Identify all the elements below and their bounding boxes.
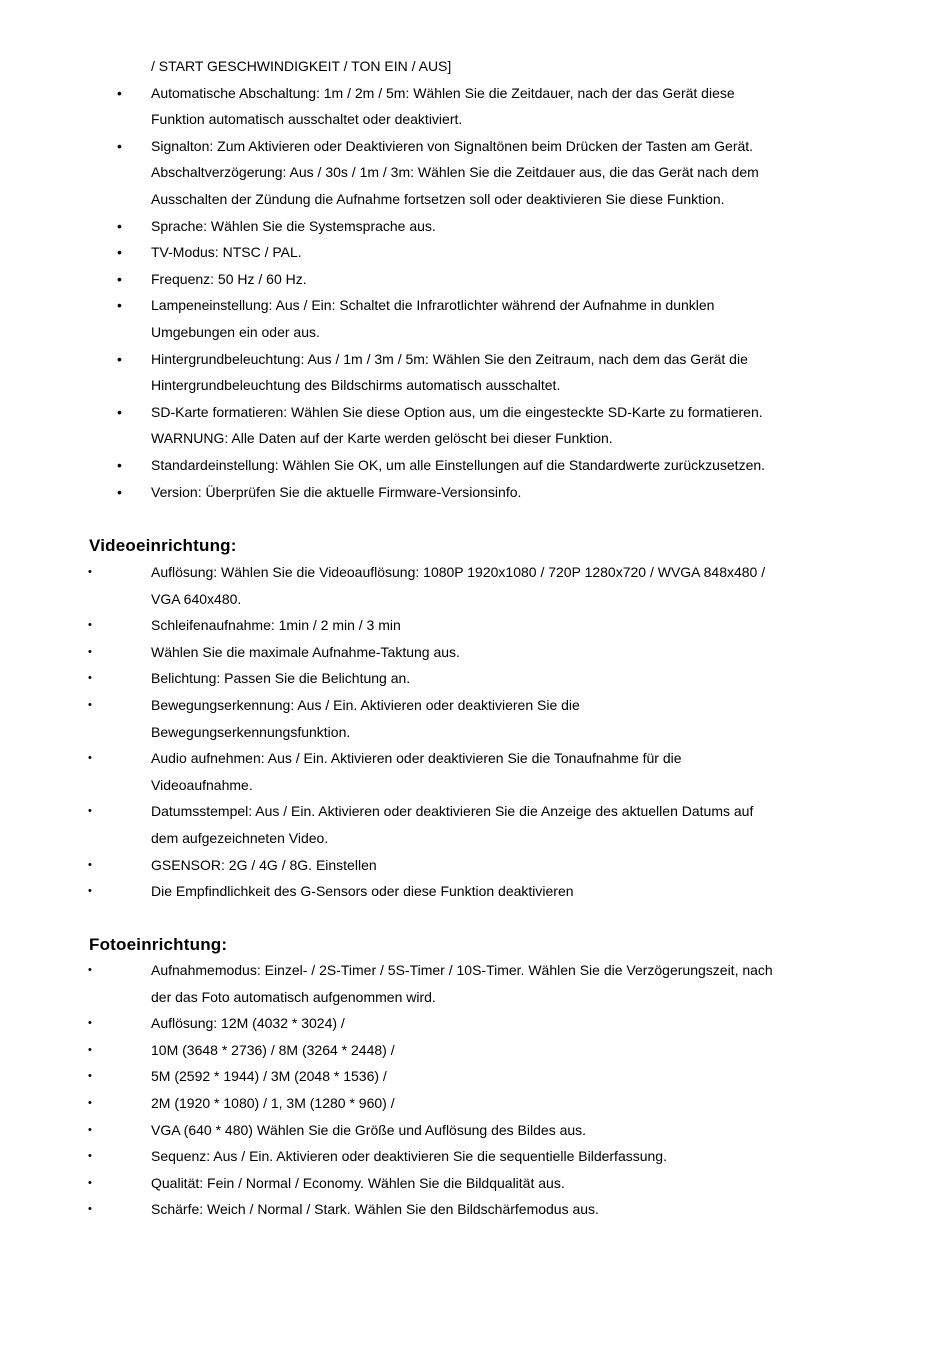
- list-item-text: Hintergrundbeleuchtung des Bildschirms automatisch ausschaltet.: [151, 377, 561, 394]
- photo-section-heading: Fotoeinrichtung:: [89, 935, 228, 954]
- bullet-icon: •: [88, 672, 92, 685]
- bullet-icon: •: [88, 752, 92, 765]
- list-item-text: Hintergrundbeleuchtung: Aus / 1m / 3m / 5m: Wählen Sie den Zeitraum, nach dem das Gerät die: [151, 350, 748, 367]
- list-item-text: Funktion automatisch ausschaltet oder deaktiviert.: [151, 111, 463, 128]
- list-item-text: Schleifenaufnahme: 1min / 2 min / 3 min: [151, 617, 401, 634]
- bullet-icon: •: [117, 84, 122, 101]
- bullet-icon: •: [88, 858, 92, 871]
- list-item-text: Schärfe: Weich / Normal / Stark. Wählen Sie den Bildschärfemodus aus.: [151, 1201, 599, 1218]
- bullet-icon: •: [88, 1017, 92, 1030]
- list-item-text: SD-Karte formatieren: Wählen Sie diese Option aus, um die eingesteckte SD-Karte zu formatieren.: [151, 403, 763, 420]
- list-item-text: Version: Überprüfen Sie die aktuelle Firmware-Versionsinfo.: [151, 483, 522, 500]
- list-item-text: Audio aufnehmen: Aus / Ein. Aktivieren oder deaktivieren Sie die Tonaufnahme für die: [151, 750, 682, 767]
- list-item-text: Signalton: Zum Aktivieren oder Deaktivieren von Signaltönen beim Drücken der Tasten am Gerät.: [151, 137, 754, 154]
- bullet-icon: •: [88, 1176, 92, 1189]
- bullet-icon: •: [88, 1150, 92, 1163]
- list-item-text: Bewegungserkennung: Aus / Ein. Aktivieren oder deaktivieren Sie die: [151, 697, 580, 713]
- bullet-icon: •: [88, 964, 92, 976]
- bullet-icon: •: [117, 457, 122, 473]
- list-item-text: Auflösung: Wählen Sie die Videoauflösung: 1080P 1920x1080 / 720P 1280x720 / WVGA 848x480 /: [151, 564, 766, 580]
- list-item-text: Ausschalten der Zündung die Aufnahme fortsetzen soll oder deaktivieren Sie diese Funktion.: [151, 191, 725, 207]
- bullet-icon: •: [88, 699, 92, 711]
- list-item-text: Datumsstempel: Aus / Ein. Aktivieren oder deaktivieren Sie die Anzeige des aktuellen Datums auf: [151, 803, 754, 820]
- bullet-icon: •: [88, 619, 92, 632]
- bullet-icon: •: [117, 350, 122, 367]
- list-item-text: Auflösung: 12M (4032 * 3024) /: [151, 1015, 345, 1032]
- bullet-icon: •: [88, 1070, 92, 1083]
- list-item-text: Die Empfindlichkeit des G-Sensors oder diese Funktion deaktivieren: [151, 883, 574, 900]
- list-item-text: Belichtung: Passen Sie die Belichtung an.: [151, 670, 411, 687]
- list-item-text: TV-Modus: NTSC / PAL.: [151, 244, 302, 261]
- list-item-text: Standardeinstellung: Wählen Sie OK, um alle Einstellungen auf die Standardwerte zurückzusetzen.: [151, 457, 766, 473]
- bullet-icon: •: [117, 483, 122, 500]
- list-item-text: Sprache: Wählen Sie die Systemsprache aus.: [151, 217, 436, 234]
- list-item-text: 10M (3648 * 2736) / 8M (3264 * 2448) /: [151, 1041, 395, 1058]
- bullet-icon: •: [88, 566, 92, 578]
- bullet-icon: •: [88, 805, 92, 818]
- list-item-text: Lampeneinstellung: Aus / Ein: Schaltet die Infrarotlichter während der Aufnahme in dunklen: [151, 297, 715, 314]
- bullet-icon: •: [117, 137, 122, 154]
- list-item-text: VGA (640 * 480) Wählen Sie die Größe und Auflösung des Bildes aus.: [151, 1121, 587, 1138]
- list-item-text: Wählen Sie die maximale Aufnahme-Taktung aus.: [151, 643, 460, 660]
- list-item-text: Videoaufnahme.: [151, 776, 253, 793]
- list-item-text: Automatische Abschaltung: 1m / 2m / 5m: Wählen Sie die Zeitdauer, nach der das Gerät diese: [151, 84, 735, 101]
- list-item-text: WARNUNG: Alle Daten auf der Karte werden gelöscht bei dieser Funktion.: [151, 430, 613, 447]
- list-item-text: Bewegungserkennungsfunktion.: [151, 723, 351, 740]
- bullet-icon: •: [117, 217, 122, 234]
- list-item-text: 2M (1920 * 1080) / 1, 3M (1280 * 960) /: [151, 1095, 395, 1111]
- list-item-text: Umgebungen ein oder aus.: [151, 324, 320, 340]
- list-item-text: GSENSOR: 2G / 4G / 8G. Einstellen: [151, 856, 377, 873]
- list-item-text: / START GESCHWINDIGKEIT / TON EIN / AUS]: [151, 58, 452, 74]
- bullet-icon: •: [88, 1097, 92, 1109]
- bullet-icon: •: [88, 645, 92, 658]
- list-item-text: VGA 640x480.: [151, 590, 242, 607]
- list-item-text: Sequenz: Aus / Ein. Aktivieren oder deaktivieren Sie die sequentielle Bilderfassung.: [151, 1148, 667, 1165]
- list-item-text: dem aufgezeichneten Video.: [151, 830, 329, 846]
- bullet-icon: •: [88, 1123, 92, 1136]
- bullet-icon: •: [88, 885, 92, 898]
- video-section-heading: Videoeinrichtung:: [89, 536, 237, 555]
- list-item-text: Abschaltverzögerung: Aus / 30s / 1m / 3m: Wählen Sie die Zeitdauer aus, die das Gerät nach dem: [151, 164, 759, 181]
- list-item-text: Frequenz: 50 Hz / 60 Hz.: [151, 270, 307, 287]
- bullet-icon: •: [117, 244, 122, 261]
- bullet-icon: •: [88, 1043, 92, 1056]
- list-item-text: Qualität: Fein / Normal / Economy. Wählen Sie die Bildqualität aus.: [151, 1174, 565, 1191]
- bullet-icon: •: [117, 297, 122, 314]
- bullet-icon: •: [117, 403, 122, 420]
- list-item-text: der das Foto automatisch aufgenommen wird.: [151, 988, 436, 1005]
- list-item-text: Aufnahmemodus: Einzel- / 2S-Timer / 5S-Timer / 10S-Timer. Wählen Sie die Verzögerungszeit, nach: [151, 962, 773, 978]
- bullet-icon: •: [88, 1203, 92, 1216]
- list-item-text: 5M (2592 * 1944) / 3M (2048 * 1536) /: [151, 1068, 387, 1085]
- bullet-icon: •: [117, 270, 122, 287]
